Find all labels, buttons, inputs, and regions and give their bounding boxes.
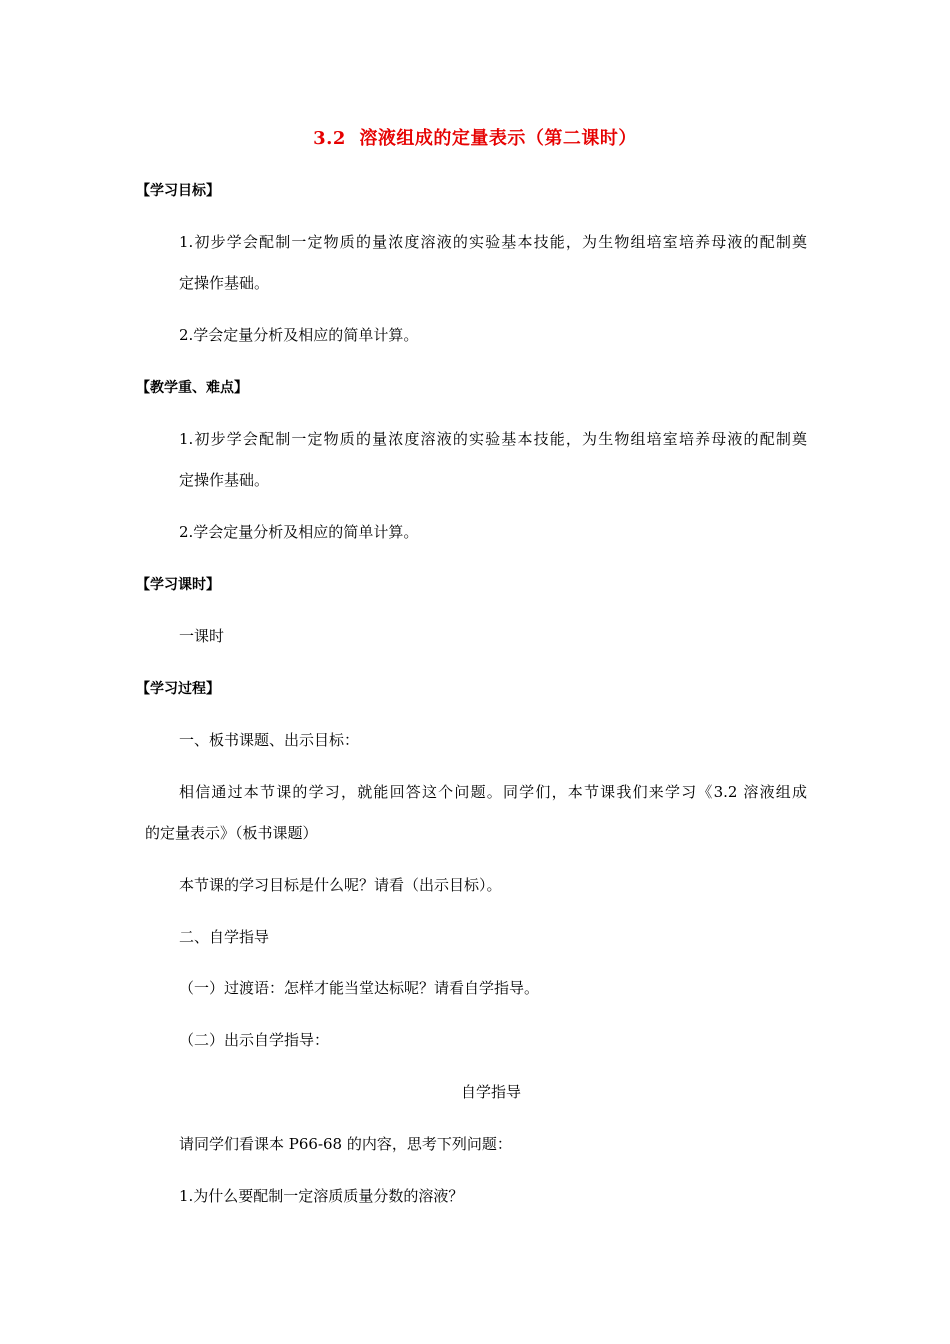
objective-1-line-2: 定操作基础。 [179, 274, 270, 292]
objective-2: 2.学会定量分析及相应的简单计算。 [179, 326, 419, 344]
process-intro-line-1: 相信通过本节课的学习，就能回答这个问题。同学们，本节课我们来学习《3.2 溶液组成 [179, 783, 807, 801]
hours-value: 一课时 [179, 627, 225, 645]
question-1: 1.为什么要配制一定溶质质量分数的溶液？ [179, 1187, 464, 1205]
document-title: 3.2 溶液组成的定量表示（第二课时） [313, 128, 637, 149]
process-sub-2: （二）出示自学指导： [179, 1031, 330, 1049]
process-step-2: 二、自学指导 [179, 928, 270, 946]
heading-hours: 【学习课时】 [136, 577, 220, 593]
objective-1-line-1: 1.初步学会配制一定物质的量浓度溶液的实验基本技能，为生物组培室培养母液的配制奠 [179, 233, 807, 251]
heading-key-points: 【教学重、难点】 [136, 380, 248, 396]
guide-title: 自学指导 [460, 1083, 521, 1101]
guide-intro: 请同学们看课本 P66-68 的内容，思考下列问题： [179, 1135, 512, 1153]
process-objective-question: 本节课的学习目标是什么呢？请看（出示目标）。 [179, 876, 502, 894]
key-point-2: 2.学会定量分析及相应的简单计算。 [179, 523, 419, 541]
process-intro-line-2: 的定量表示》（板书课题） [145, 824, 318, 842]
key-point-1-line-2: 定操作基础。 [179, 471, 270, 489]
process-sub-1: （一）过渡语：怎样才能当堂达标呢？请看自学指导。 [179, 979, 540, 997]
heading-objectives: 【学习目标】 [136, 183, 220, 199]
heading-process: 【学习过程】 [136, 681, 220, 697]
key-point-1-line-1: 1.初步学会配制一定物质的量浓度溶液的实验基本技能，为生物组培室培养母液的配制奠 [179, 430, 807, 448]
process-step-1: 一、板书课题、出示目标： [179, 731, 360, 749]
